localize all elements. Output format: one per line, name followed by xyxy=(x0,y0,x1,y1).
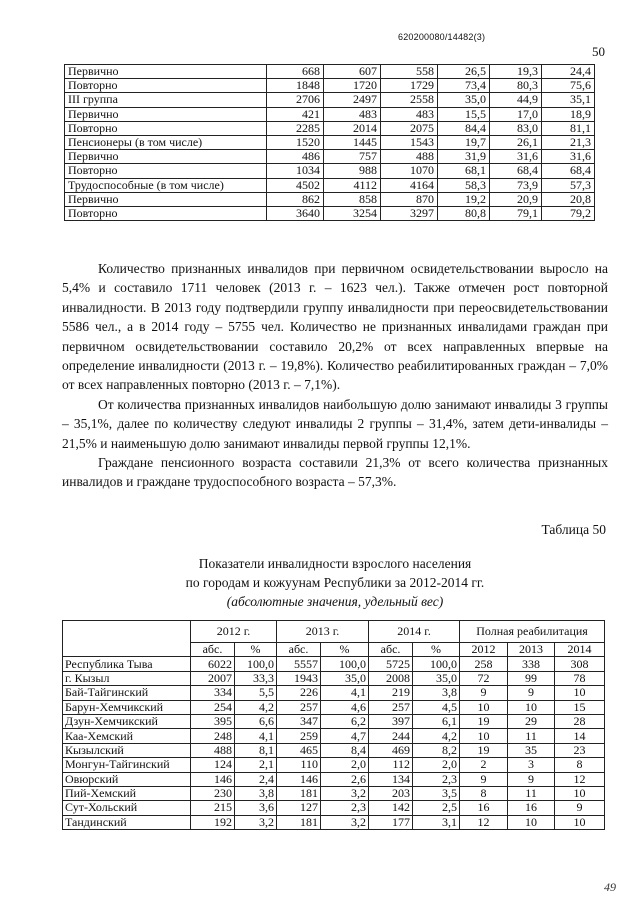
data-cell: 483 xyxy=(324,107,381,121)
data-cell: 112 xyxy=(369,758,413,772)
data-cell: 44,9 xyxy=(490,93,542,107)
data-cell: 5,5 xyxy=(235,686,277,700)
table-label: Таблица 50 xyxy=(541,522,606,537)
row-label: Повторно xyxy=(65,79,267,93)
data-cell: 2497 xyxy=(324,93,381,107)
data-cell: 8,2 xyxy=(413,743,460,757)
data-cell: 11 xyxy=(508,786,555,800)
table-row xyxy=(63,815,605,829)
data-cell: 17,0 xyxy=(490,107,542,121)
regional-disability-table xyxy=(62,620,605,830)
data-cell: 8,1 xyxy=(235,743,277,757)
data-cell: 988 xyxy=(324,164,381,178)
region-name: Пий-Хемский xyxy=(63,786,191,800)
data-cell: 203 xyxy=(369,786,413,800)
data-cell: 12 xyxy=(555,772,605,786)
data-cell: 1848 xyxy=(267,79,324,93)
data-cell: 2,1 xyxy=(235,758,277,772)
subheader-rehab-2012: 2012 xyxy=(460,643,508,657)
data-cell: 72 xyxy=(460,671,508,685)
row-label: Повторно xyxy=(65,206,267,220)
table-row xyxy=(63,729,605,743)
data-cell: 68,1 xyxy=(438,164,490,178)
table-row xyxy=(63,786,605,800)
region-name: Республика Тыва xyxy=(63,657,191,671)
row-label: Трудоспособные (в том числе) xyxy=(65,178,267,192)
data-cell: 11 xyxy=(508,729,555,743)
data-cell: 226 xyxy=(277,686,321,700)
data-cell: 2558 xyxy=(381,93,438,107)
data-cell: 338 xyxy=(508,657,555,671)
data-cell: 8 xyxy=(555,758,605,772)
data-cell: 83,0 xyxy=(490,121,542,135)
data-cell: 1543 xyxy=(381,135,438,149)
table-row xyxy=(65,65,595,79)
data-cell: 181 xyxy=(277,786,321,800)
table-row xyxy=(65,206,595,220)
row-label: Первично xyxy=(65,150,267,164)
region-name: Бай-Тайгинский xyxy=(63,686,191,700)
data-cell: 33,3 xyxy=(235,671,277,685)
data-cell: 469 xyxy=(369,743,413,757)
data-cell: 488 xyxy=(381,150,438,164)
data-cell: 26,1 xyxy=(490,135,542,149)
data-cell: 134 xyxy=(369,772,413,786)
row-label: III группа xyxy=(65,93,267,107)
row-label: Пенсионеры (в том числе) xyxy=(65,135,267,149)
data-cell: 124 xyxy=(191,758,235,772)
data-cell: 21,3 xyxy=(542,135,595,149)
data-cell: 668 xyxy=(267,65,324,79)
data-cell: 257 xyxy=(369,700,413,714)
paragraph: От количества признанных инвалидов наибольшую долю занимают инвалиды 3 группы – 35,1%, далее по количеству следуют инвалиды 2 группы – 31,4%, затем дети-инвалиды – 21,5% и наименьшую долю занимают инвалиды первой группы 12,1%. xyxy=(62,396,608,451)
data-cell: 558 xyxy=(381,65,438,79)
data-cell: 10 xyxy=(460,700,508,714)
data-cell: 35,0 xyxy=(413,671,460,685)
data-cell: 486 xyxy=(267,150,324,164)
data-cell: 19,3 xyxy=(490,65,542,79)
data-cell: 258 xyxy=(460,657,508,671)
data-cell: 9 xyxy=(508,686,555,700)
region-name: Каа-Хемский xyxy=(63,729,191,743)
data-cell: 9 xyxy=(460,772,508,786)
disability-groups-table xyxy=(64,64,595,221)
data-cell: 2,0 xyxy=(321,758,369,772)
data-cell: 5557 xyxy=(277,657,321,671)
data-cell: 334 xyxy=(191,686,235,700)
data-cell: 3,5 xyxy=(413,786,460,800)
data-cell: 259 xyxy=(277,729,321,743)
data-cell: 4502 xyxy=(267,178,324,192)
data-cell: 10 xyxy=(555,786,605,800)
subheader-percent: % xyxy=(321,643,369,657)
data-cell: 3,1 xyxy=(413,815,460,829)
region-name: г. Кызыл xyxy=(63,671,191,685)
region-name: Сут-Хольский xyxy=(63,801,191,815)
data-cell: 3,6 xyxy=(235,801,277,815)
data-cell: 4,7 xyxy=(321,729,369,743)
data-cell: 68,4 xyxy=(490,164,542,178)
data-cell: 16 xyxy=(508,801,555,815)
data-cell: 75,6 xyxy=(542,79,595,93)
data-cell: 3297 xyxy=(381,206,438,220)
table-row xyxy=(65,93,595,107)
data-cell: 2,0 xyxy=(413,758,460,772)
data-cell: 3,8 xyxy=(235,786,277,800)
row-label: Первично xyxy=(65,65,267,79)
data-cell: 2,5 xyxy=(413,801,460,815)
table-row xyxy=(65,178,595,192)
data-cell: 35,1 xyxy=(542,93,595,107)
header-year-2012: 2012 г. xyxy=(191,621,277,643)
data-cell: 2,6 xyxy=(321,772,369,786)
data-cell: 1070 xyxy=(381,164,438,178)
data-cell: 31,6 xyxy=(542,150,595,164)
data-cell: 4,2 xyxy=(235,700,277,714)
data-cell: 10 xyxy=(508,700,555,714)
region-name: Дзун-Хемчикский xyxy=(63,714,191,728)
data-cell: 177 xyxy=(369,815,413,829)
disability-groups-table-body xyxy=(65,65,595,221)
data-cell: 10 xyxy=(555,686,605,700)
data-cell: 1445 xyxy=(324,135,381,149)
data-cell: 9 xyxy=(508,772,555,786)
data-cell: 19 xyxy=(460,743,508,757)
data-cell: 10 xyxy=(460,729,508,743)
data-cell: 142 xyxy=(369,801,413,815)
header-year-2013: 2013 г. xyxy=(277,621,369,643)
data-cell: 308 xyxy=(555,657,605,671)
data-cell: 2,4 xyxy=(235,772,277,786)
table-title-subtitle: (абсолютные значения, удельный вес) xyxy=(226,594,444,609)
table-row xyxy=(63,801,605,815)
row-label: Повторно xyxy=(65,164,267,178)
data-cell: 3,2 xyxy=(235,815,277,829)
data-cell: 9 xyxy=(460,686,508,700)
subheader-rehab-2013: 2013 xyxy=(508,643,555,657)
data-cell: 35,0 xyxy=(438,93,490,107)
data-cell: 57,3 xyxy=(542,178,595,192)
data-cell: 19,7 xyxy=(438,135,490,149)
data-cell: 219 xyxy=(369,686,413,700)
data-cell: 3,2 xyxy=(321,786,369,800)
data-cell: 465 xyxy=(277,743,321,757)
data-cell: 15 xyxy=(555,700,605,714)
data-cell: 2014 xyxy=(324,121,381,135)
data-cell: 2007 xyxy=(191,671,235,685)
data-cell: 35,0 xyxy=(321,671,369,685)
data-cell: 858 xyxy=(324,192,381,206)
data-cell: 2075 xyxy=(381,121,438,135)
header-year-2014: 2014 г. xyxy=(369,621,460,643)
region-name: Барун-Хемчикский xyxy=(63,700,191,714)
data-cell: 395 xyxy=(191,714,235,728)
region-name: Тандинский xyxy=(63,815,191,829)
page-number: 50 xyxy=(592,44,605,59)
data-cell: 79,1 xyxy=(490,206,542,220)
data-cell: 4,6 xyxy=(321,700,369,714)
data-cell: 4164 xyxy=(381,178,438,192)
data-cell: 870 xyxy=(381,192,438,206)
data-cell: 20,8 xyxy=(542,192,595,206)
table-row xyxy=(63,714,605,728)
table-row xyxy=(63,657,605,671)
data-cell: 483 xyxy=(381,107,438,121)
data-cell: 181 xyxy=(277,815,321,829)
data-cell: 29 xyxy=(508,714,555,728)
data-cell: 2706 xyxy=(267,93,324,107)
body-text xyxy=(62,259,608,492)
data-cell: 79,2 xyxy=(542,206,595,220)
data-cell: 73,9 xyxy=(490,178,542,192)
data-cell: 2008 xyxy=(369,671,413,685)
region-name: Овюрский xyxy=(63,772,191,786)
data-cell: 110 xyxy=(277,758,321,772)
data-cell: 1729 xyxy=(381,79,438,93)
data-cell: 1034 xyxy=(267,164,324,178)
paragraph: Количество признанных инвалидов при первичном освидетельствовании выросло на 5,4% и составило 1711 человек (2013 г. – 1623 чел.). Также отмечен рост повторной инвалидности. В 2013 году подтвердили группу инвалидности при переосвидетельствовании 5586 чел., а в 2014 году – 5755 чел. Количество не признанных инвалидами граждан при первичном освидетельствовании составило 20,2% от всех направленных впервые на определение инвалидности (2013 г. – 19,8%). Количество реабилитированных граждан – 7,0% от всех направленных повторно (2013 г. – 7,1%). xyxy=(62,261,608,393)
table-title-line: по городам и кожуунам Республики за 2012-2014 гг. xyxy=(185,575,485,590)
subheader-abs: абс. xyxy=(191,643,235,657)
data-cell: 100,0 xyxy=(413,657,460,671)
data-cell: 757 xyxy=(324,150,381,164)
data-cell: 8,4 xyxy=(321,743,369,757)
data-cell: 10 xyxy=(508,815,555,829)
data-cell: 3 xyxy=(508,758,555,772)
data-cell: 6,1 xyxy=(413,714,460,728)
data-cell: 1720 xyxy=(324,79,381,93)
subheader-percent: % xyxy=(413,643,460,657)
data-cell: 6022 xyxy=(191,657,235,671)
data-cell: 10 xyxy=(555,815,605,829)
data-cell: 68,4 xyxy=(542,164,595,178)
handwritten-page-mark: 49 xyxy=(604,880,616,894)
data-cell: 28 xyxy=(555,714,605,728)
header-full-rehabilitation: Полная реабилитация xyxy=(460,621,605,643)
data-cell: 81,1 xyxy=(542,121,595,135)
table-row xyxy=(63,758,605,772)
data-cell: 248 xyxy=(191,729,235,743)
data-cell: 3254 xyxy=(324,206,381,220)
table-row xyxy=(65,121,595,135)
data-cell: 146 xyxy=(277,772,321,786)
data-cell: 8 xyxy=(460,786,508,800)
paragraph: Граждане пенсионного возраста составили 21,3% от всего количества признанных инвалидов и граждане трудоспособного возраста – 57,3%. xyxy=(62,455,608,490)
data-cell: 4,1 xyxy=(235,729,277,743)
data-cell: 12 xyxy=(460,815,508,829)
data-cell: 3640 xyxy=(267,206,324,220)
data-cell: 1520 xyxy=(267,135,324,149)
data-cell: 80,8 xyxy=(438,206,490,220)
data-cell: 31,6 xyxy=(490,150,542,164)
data-cell: 23 xyxy=(555,743,605,757)
data-cell: 99 xyxy=(508,671,555,685)
data-cell: 73,4 xyxy=(438,79,490,93)
data-cell: 100,0 xyxy=(235,657,277,671)
data-cell: 31,9 xyxy=(438,150,490,164)
data-cell: 6,6 xyxy=(235,714,277,728)
data-cell: 257 xyxy=(277,700,321,714)
data-cell: 4,2 xyxy=(413,729,460,743)
data-cell: 16 xyxy=(460,801,508,815)
table-row xyxy=(65,107,595,121)
data-cell: 192 xyxy=(191,815,235,829)
data-cell: 19 xyxy=(460,714,508,728)
table-row xyxy=(65,135,595,149)
data-cell: 230 xyxy=(191,786,235,800)
data-cell: 4,1 xyxy=(321,686,369,700)
row-label: Первично xyxy=(65,192,267,206)
document-code: 620200080/14482(3) xyxy=(398,32,486,42)
data-cell: 26,5 xyxy=(438,65,490,79)
subheader-percent: % xyxy=(235,643,277,657)
data-cell: 19,2 xyxy=(438,192,490,206)
data-cell: 100,0 xyxy=(321,657,369,671)
data-cell: 2 xyxy=(460,758,508,772)
data-cell: 2,3 xyxy=(321,801,369,815)
data-cell: 397 xyxy=(369,714,413,728)
table-row xyxy=(63,671,605,685)
data-cell: 18,9 xyxy=(542,107,595,121)
data-cell: 5725 xyxy=(369,657,413,671)
data-cell: 862 xyxy=(267,192,324,206)
data-cell: 3,8 xyxy=(413,686,460,700)
data-cell: 58,3 xyxy=(438,178,490,192)
region-name: Монгун-Тайгинский xyxy=(63,758,191,772)
table-row xyxy=(65,79,595,93)
data-cell: 127 xyxy=(277,801,321,815)
subheader-abs: абс. xyxy=(369,643,413,657)
data-cell: 6,2 xyxy=(321,714,369,728)
data-cell: 80,3 xyxy=(490,79,542,93)
data-cell: 2,3 xyxy=(413,772,460,786)
data-cell: 254 xyxy=(191,700,235,714)
data-cell: 35 xyxy=(508,743,555,757)
table-row xyxy=(65,164,595,178)
region-name: Кызылский xyxy=(63,743,191,757)
data-cell: 146 xyxy=(191,772,235,786)
subheader-rehab-2014: 2014 xyxy=(555,643,605,657)
data-cell: 84,4 xyxy=(438,121,490,135)
data-cell: 78 xyxy=(555,671,605,685)
data-cell: 215 xyxy=(191,801,235,815)
data-cell: 15,5 xyxy=(438,107,490,121)
data-cell: 607 xyxy=(324,65,381,79)
data-cell: 488 xyxy=(191,743,235,757)
table-row xyxy=(63,686,605,700)
data-cell: 14 xyxy=(555,729,605,743)
table-row xyxy=(63,772,605,786)
row-label: Повторно xyxy=(65,121,267,135)
table-row xyxy=(63,700,605,714)
data-cell: 4,5 xyxy=(413,700,460,714)
table-row xyxy=(65,150,595,164)
table-title xyxy=(62,554,608,611)
data-cell: 347 xyxy=(277,714,321,728)
data-cell: 4112 xyxy=(324,178,381,192)
data-cell: 20,9 xyxy=(490,192,542,206)
table-row xyxy=(65,192,595,206)
data-cell: 2285 xyxy=(267,121,324,135)
data-cell: 9 xyxy=(555,801,605,815)
regional-disability-table-body xyxy=(63,657,605,830)
header-region xyxy=(63,621,191,657)
table-title-line: Показатели инвалидности взрослого населения xyxy=(198,556,472,571)
subheader-abs: абс. xyxy=(277,643,321,657)
row-label: Первично xyxy=(65,107,267,121)
data-cell: 24,4 xyxy=(542,65,595,79)
data-cell: 3,2 xyxy=(321,815,369,829)
table-row xyxy=(63,743,605,757)
data-cell: 244 xyxy=(369,729,413,743)
data-cell: 421 xyxy=(267,107,324,121)
data-cell: 1943 xyxy=(277,671,321,685)
